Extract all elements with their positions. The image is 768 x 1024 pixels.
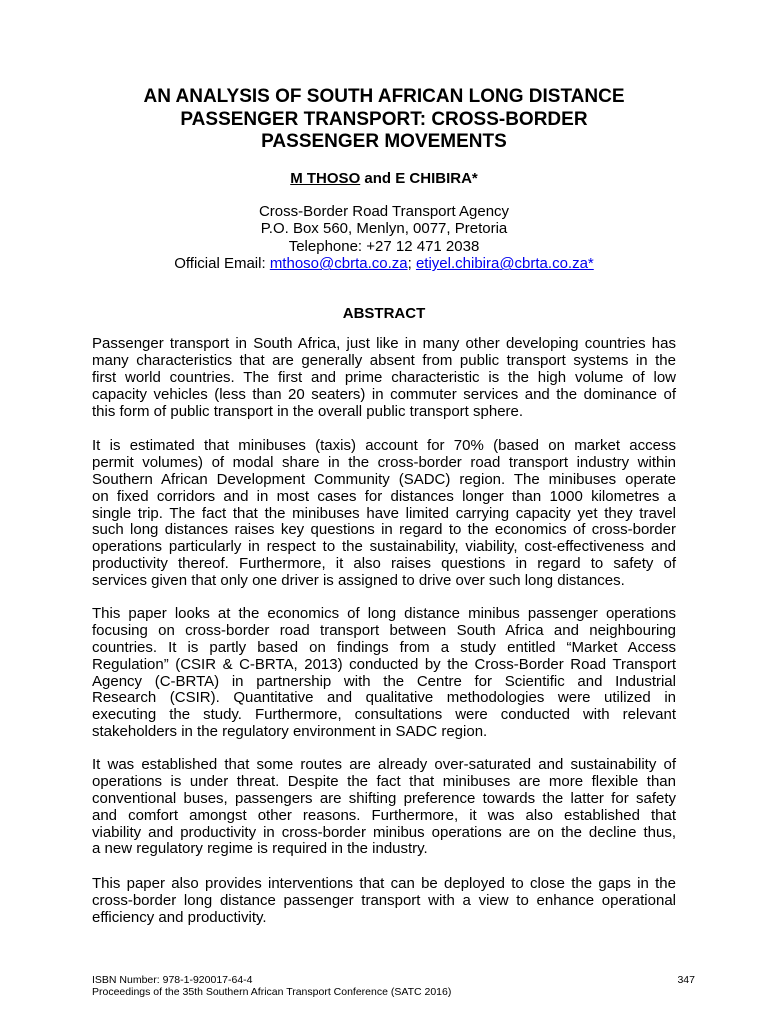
text-line: Southern African Development Community (SADC) region. The minibuses operate bbox=[92, 470, 676, 488]
text-line: single trip. The fact that the minibuses have limited carrying capacity yet they travel bbox=[92, 504, 676, 522]
text-line: It is estimated that minibuses (taxis) account for 70% (based on market access bbox=[92, 437, 676, 454]
text-line: permit volumes) of modal share in the cross-border road transport industry within bbox=[92, 453, 676, 471]
text-line: a new regulatory regime is required in the industry. bbox=[92, 840, 428, 858]
text-line: Agency (C-BRTA) in partnership with the Centre for Scientific and Industrial bbox=[92, 672, 676, 690]
text-line: countries. It is partly based on findings from a study entitled “Market Access bbox=[92, 638, 676, 656]
email-link-thoso[interactable]: mthoso@cbrta.co.za bbox=[269, 255, 408, 273]
abstract-paragraph-1 bbox=[92, 336, 676, 420]
text-line: It was established that some routes are already over-saturated and sustainability of bbox=[92, 756, 676, 773]
page-number: 347 bbox=[677, 974, 695, 986]
title-line: PASSENGER TRANSPORT: CROSS-BORDER bbox=[180, 108, 588, 130]
affiliation-org: Cross-Border Road Transport Agency bbox=[258, 203, 510, 220]
text-line: this form of public transport in the overall public transport sphere. bbox=[92, 402, 524, 420]
text-line: This paper looks at the economics of long distance minibus passenger operations bbox=[92, 605, 676, 622]
text-line: operations is under threat. Despite the fact that minibuses are more flexible than bbox=[92, 772, 676, 790]
text-line: stakeholders in the regulatory environment in SADC region. bbox=[92, 723, 488, 741]
author-line bbox=[92, 169, 676, 188]
text-line: cross-border long distance passenger transport with a view to enhance operational bbox=[92, 891, 676, 909]
email-separator: ; bbox=[407, 255, 416, 273]
text-line: productivity thereof. Furthermore, it also raises questions in regard to safety of bbox=[92, 555, 676, 573]
email-label: Official Email: bbox=[174, 255, 270, 273]
text-line: This paper also provides interventions that can be deployed to close the gaps in the bbox=[92, 875, 676, 892]
text-line: capacity vehicles (less than 20 seaters) in commuter services and the dominance of bbox=[92, 385, 676, 403]
text-line: operations particularly in respect to the sustainability, viability, cost-effectiveness and bbox=[92, 538, 676, 556]
abstract-paragraph-4 bbox=[92, 757, 676, 858]
isbn-number: ISBN Number: 978-1-920017-64-4 bbox=[92, 974, 253, 986]
text-line: Regulation” (CSIR & C-BRTA, 2013) conducted by the Cross-Border Road Transport bbox=[92, 655, 676, 673]
text-line: Passenger transport in South Africa, just like in many other developing countries has bbox=[92, 335, 676, 352]
title-line: AN ANALYSIS OF SOUTH AFRICAN LONG DISTANCE bbox=[143, 86, 625, 107]
proceedings-line: Proceedings of the 35th Southern African Transport Conference (SATC 2016) bbox=[92, 986, 452, 998]
text-line: focusing on cross-border road transport between South Africa and neighbouring bbox=[92, 621, 676, 639]
author-first: M THOSO bbox=[290, 170, 361, 187]
affiliation-telephone: Telephone: +27 12 471 2038 bbox=[288, 237, 480, 255]
text-line: executing the study. Furthermore, consultations were conducted with relevant bbox=[92, 706, 676, 724]
text-line: services given that only one driver is assigned to drive over such long distances. bbox=[92, 572, 625, 590]
text-line: such long distances raises key questions in regard to the economics of cross-border bbox=[92, 521, 676, 539]
author-rest: and E CHIBIRA* bbox=[360, 170, 478, 187]
text-line: first world countries. The first and prime characteristic is the high volume of low bbox=[92, 368, 676, 386]
paper-title bbox=[92, 86, 676, 154]
text-line: efficiency and productivity. bbox=[92, 908, 267, 926]
text-line: Research (CSIR). Quantitative and qualitative methodologies were utilized in bbox=[92, 689, 676, 707]
abstract-paragraph-3 bbox=[92, 606, 676, 741]
abstract-paragraph-2 bbox=[92, 438, 676, 590]
email-link-chibira[interactable]: etiyel.chibira@cbrta.co.za* bbox=[415, 255, 594, 273]
text-line: viability and productivity in cross-border minibus operations are on the decline thus, bbox=[92, 823, 676, 841]
affiliation-address: P.O. Box 560, Menlyn, 0077, Pretoria bbox=[260, 220, 508, 238]
title-line: PASSENGER MOVEMENTS bbox=[261, 131, 507, 152]
affiliation-block bbox=[92, 203, 676, 273]
text-line: on fixed corridors and in most cases for distances longer than 1000 kilometres a bbox=[92, 487, 676, 505]
abstract-heading: ABSTRACT bbox=[342, 305, 426, 322]
abstract-paragraph-5 bbox=[92, 876, 676, 927]
affiliation-email-line bbox=[92, 255, 676, 272]
text-line: many characteristics that are generally absent from public transport systems in the bbox=[92, 351, 676, 369]
text-line: and comfort amongst other reasons. Furthermore, it was also established that bbox=[92, 806, 676, 824]
text-line: conventional buses, passengers are shifting preference towards the latter for safety bbox=[92, 789, 676, 807]
